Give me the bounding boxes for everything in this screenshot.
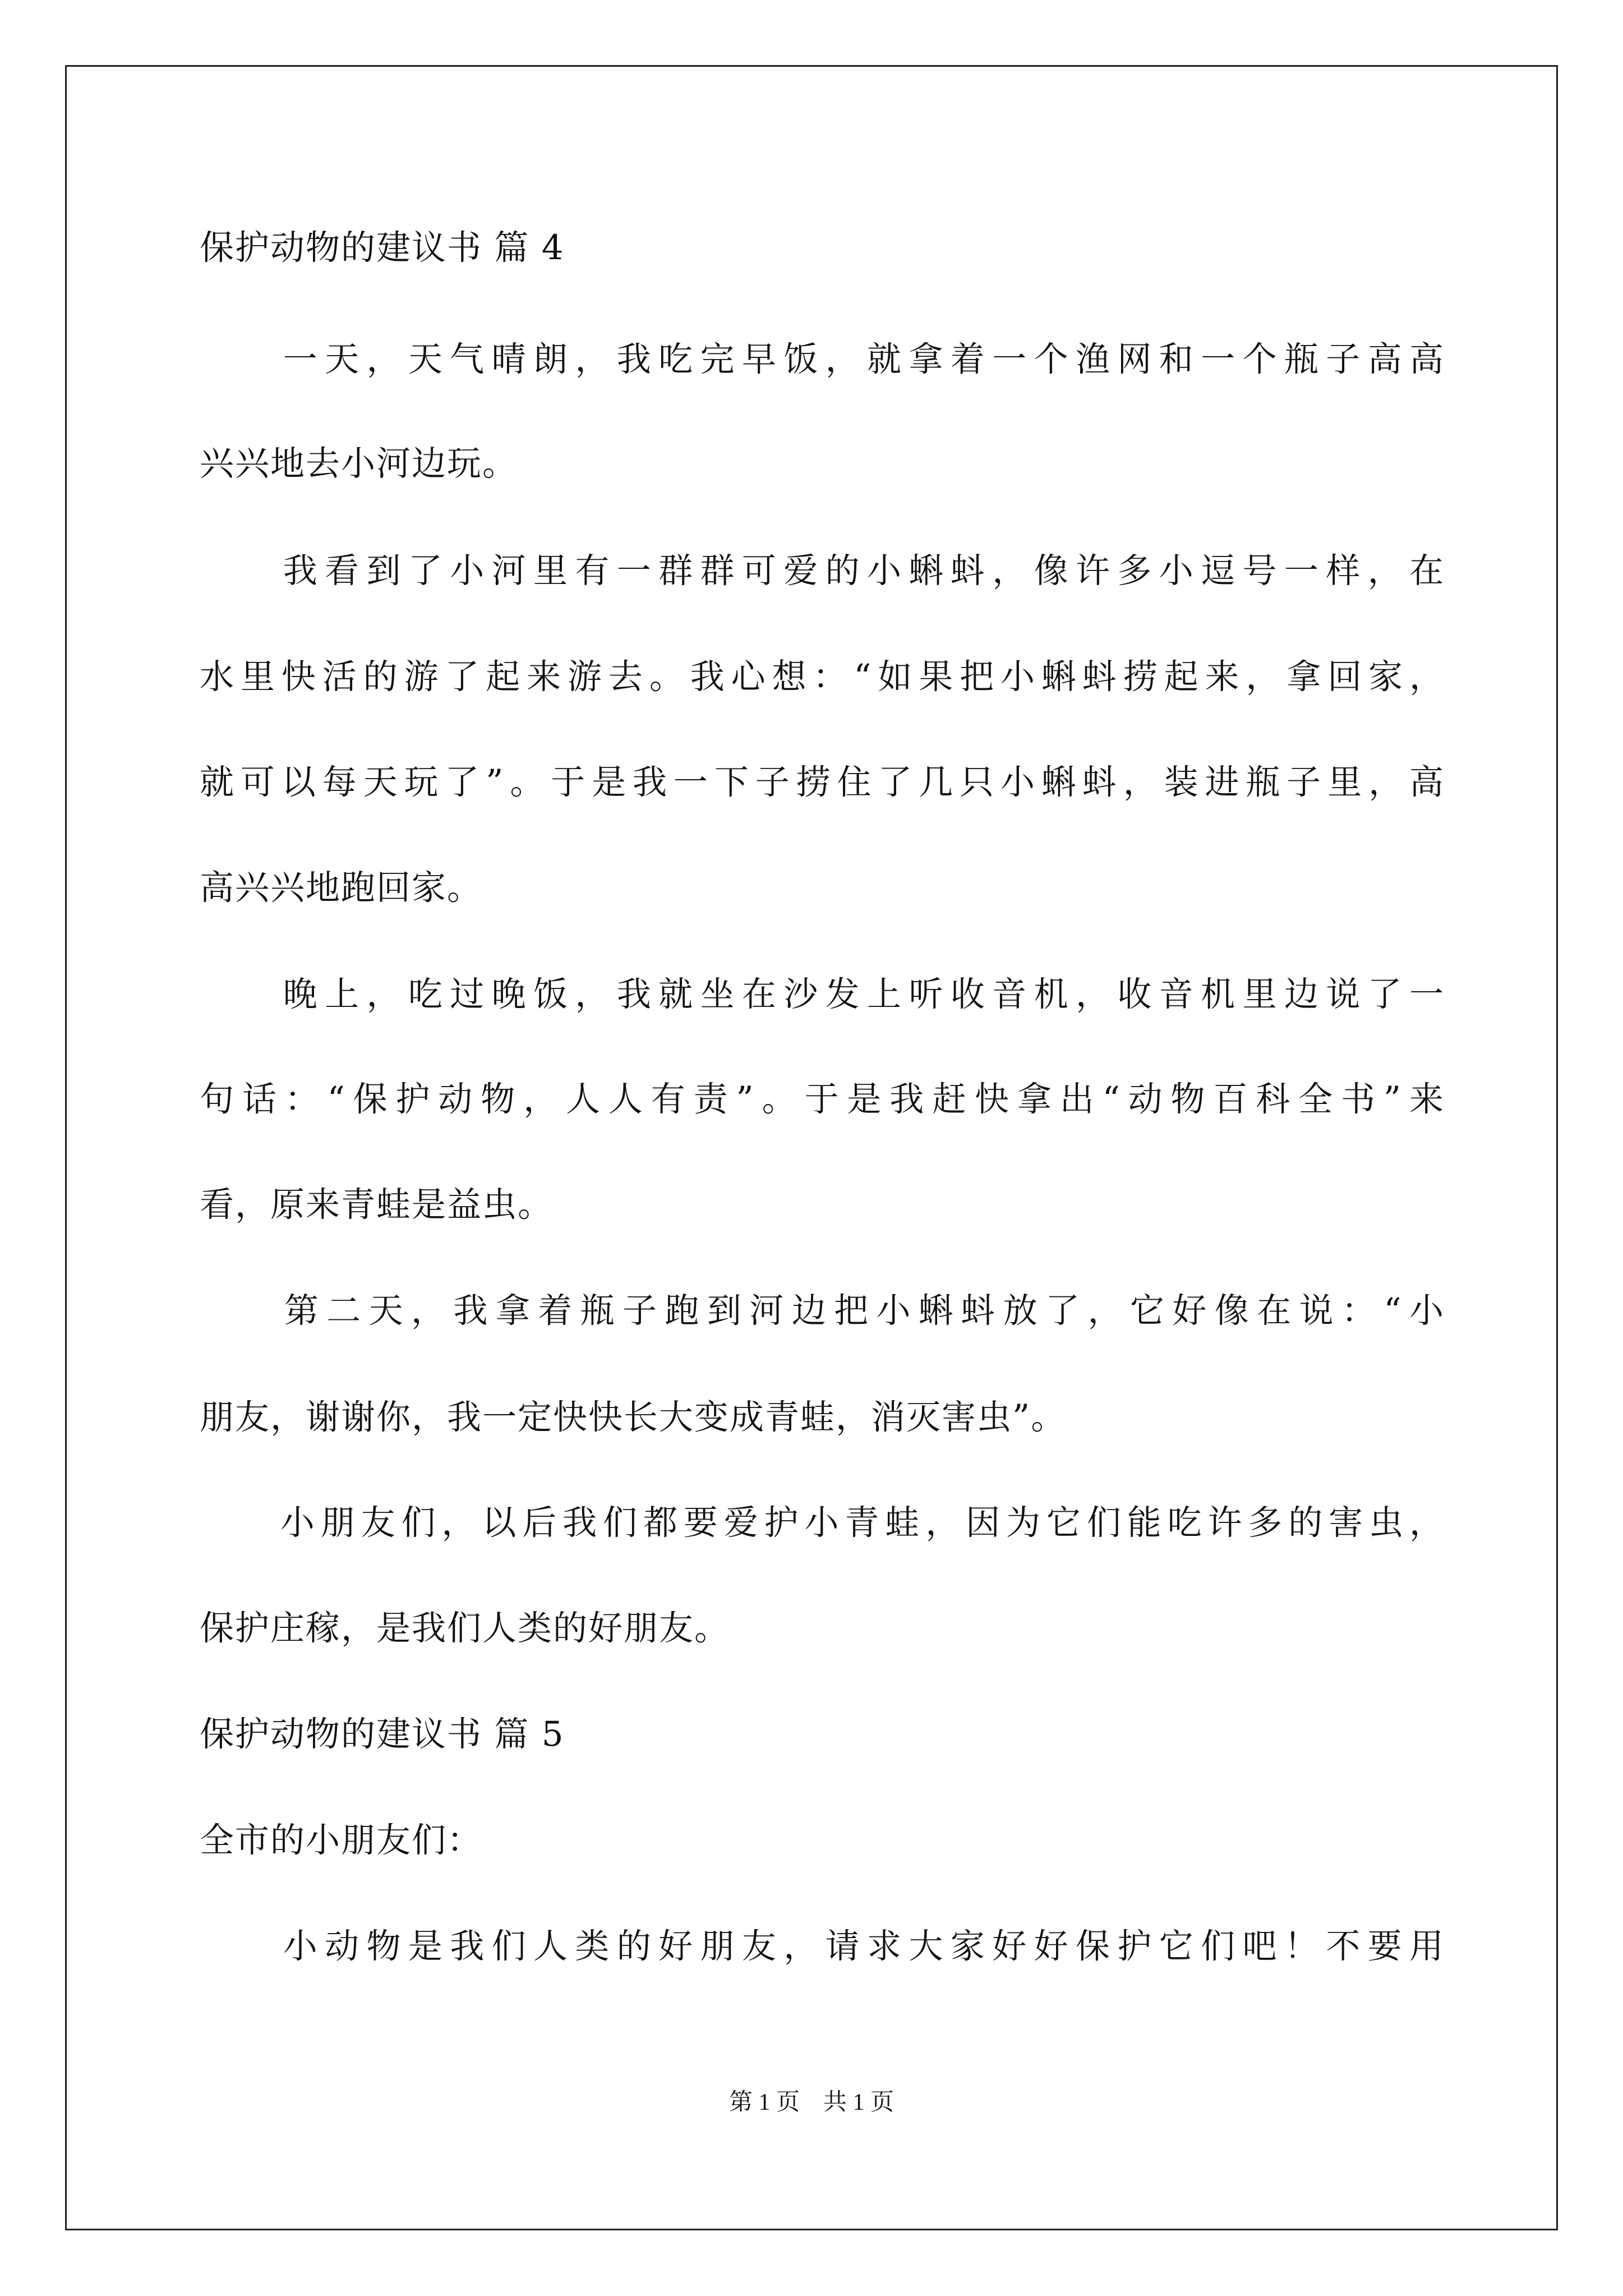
- paragraph-line: 水里快活的游了起来游去。我心想：“如果把小蝌蚪捞起来，拿回家，: [200, 657, 1445, 697]
- section-title-4: 保护动物的建议书 篇 4: [200, 228, 565, 268]
- paragraph-line: 就可以每天玩了”。于是我一下子捞住了几只小蝌蚪，装进瓶子里，高: [200, 762, 1445, 802]
- salutation: 全市的小朋友们：: [200, 1820, 483, 1860]
- paragraph-line: 朋友，谢谢你，我一定快快长大变成青蛙，消灭害虫”。: [200, 1397, 1067, 1437]
- section-title-5: 保护动物的建议书 篇 5: [200, 1714, 565, 1754]
- paragraph-line: 句话：“保护动物，人人有责”。于是我赶快拿出“动物百科全书”来: [200, 1079, 1445, 1119]
- paragraph-line: 小朋友们，以后我们都要爱护小青蛙，因为它们能吃许多的害虫，: [200, 1503, 1445, 1543]
- paragraph-line: 兴兴地去小河边玩。: [200, 444, 518, 484]
- paragraph-line: 一天，天气晴朗，我吃完早饭，就拿着一个渔网和一个瓶子高高: [200, 339, 1445, 379]
- paragraph-line: 第二天，我拿着瓶子跑到河边把小蝌蚪放了，它好像在说：“小: [200, 1291, 1445, 1331]
- paragraph-line: 我看到了小河里有一群群可爱的小蝌蚪，像许多小逗号一样，在: [200, 551, 1445, 591]
- paragraph-line: 晚上，吃过晚饭，我就坐在沙发上听收音机，收音机里边说了一: [200, 974, 1445, 1014]
- paragraph-line: 高兴兴地跑回家。: [200, 868, 483, 908]
- paragraph-line: 看，原来青蛙是益虫。: [200, 1185, 554, 1225]
- page-frame: [65, 65, 1558, 2230]
- page-footer: 第 1 页 共 1 页: [728, 2090, 894, 2115]
- paragraph-line: 小动物是我们人类的好朋友，请求大家好好保护它们吧！不要用: [200, 1926, 1445, 1966]
- paragraph-line: 保护庄稼，是我们人类的好朋友。: [200, 1608, 730, 1648]
